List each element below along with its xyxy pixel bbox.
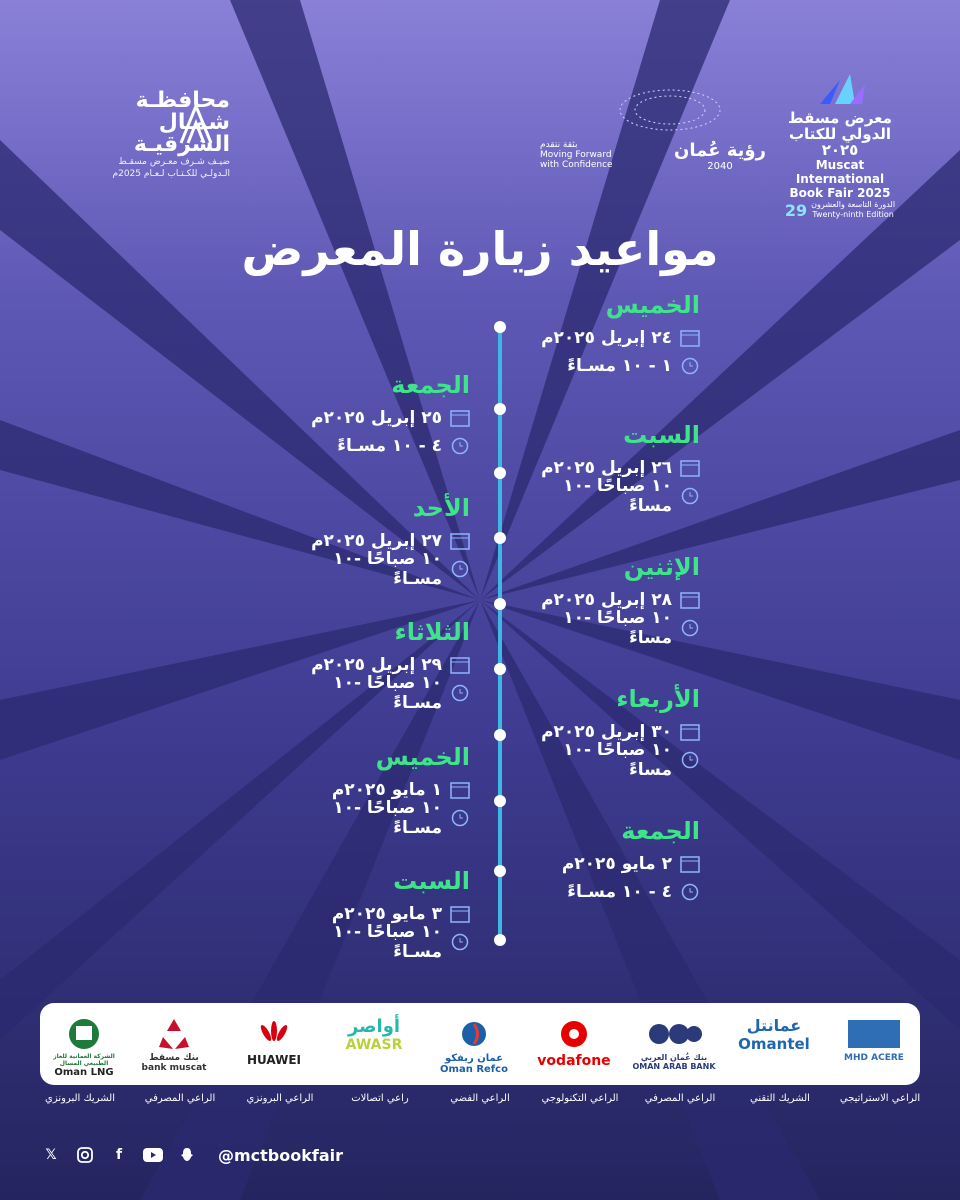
social-footer	[40, 1140, 440, 1170]
oab-logo-icon	[644, 1019, 704, 1049]
sponsor-name: Oman LNG	[54, 1067, 114, 1078]
day-name: الجمعة	[621, 817, 700, 845]
time-text: ١٠ صباحًا -١٠ مساءً	[563, 740, 672, 780]
sponsor-role: الشريك البرونزي	[45, 1093, 115, 1104]
schedule-entry	[520, 290, 700, 380]
logo-left-line2: شمـال الشرقيـة	[133, 110, 230, 157]
huawei-logo-icon	[254, 1019, 294, 1049]
clock-icon	[680, 357, 700, 375]
time-text: ٤ - ١٠ مسـاءً	[567, 882, 672, 902]
calendar-icon	[680, 459, 700, 477]
schedule-entry	[520, 552, 700, 648]
sponsor-name: MHD ACERE	[844, 1053, 904, 1063]
sponsor-logo	[530, 1015, 618, 1069]
day-name: الثلاثاء	[394, 618, 470, 646]
sponsor-sub: بنك عُمان العربي	[640, 1053, 708, 1062]
sponsor-role: الراعي الاستراتيجي	[839, 1093, 921, 1104]
fair-title-ar1: معرض مسقط	[788, 109, 892, 127]
vision-tag-ar: بثقة نتقدم	[540, 140, 578, 150]
timeline-dot	[494, 795, 506, 807]
sponsor-name: Oman Refco	[440, 1064, 508, 1075]
time-text: ١٠ صباحًا -١٠ مسـاءً	[333, 549, 442, 589]
sponsor-name: HUAWEI	[246, 1053, 302, 1067]
date-text: ٣٠ إبريل ٢٠٢٥م	[541, 722, 672, 742]
clock-icon	[450, 684, 470, 702]
timeline-line	[498, 325, 502, 945]
time-text: ١٠ صباحًا -١٠ مسـاءً	[333, 922, 442, 962]
time-text: ١٠ صباحًا -١٠ مسـاءً	[333, 798, 442, 838]
sponsor-role: الشريك التقني	[750, 1093, 810, 1104]
day-name: الجمعة	[391, 371, 470, 399]
snapchat-icon[interactable]	[176, 1144, 198, 1166]
date-text: ٢ مايو ٢٠٢٥م	[561, 854, 672, 874]
sponsor-sub: بنك مسقط	[149, 1053, 199, 1063]
refco-logo-icon	[459, 1019, 489, 1049]
clock-icon	[450, 933, 470, 951]
timeline-dot	[494, 321, 506, 333]
calendar-icon	[680, 329, 700, 347]
vision-swirl-icon	[610, 80, 730, 140]
clock-icon	[680, 751, 700, 769]
edition-en: Twenty-ninth Edition	[812, 210, 894, 219]
day-name: السبت	[623, 421, 700, 449]
day-name: الأحد	[412, 494, 470, 522]
calendar-icon	[680, 723, 700, 741]
sponsor-logo	[230, 1015, 318, 1067]
sponsor-sub: عمانتل	[746, 1015, 802, 1035]
calendar-icon	[680, 855, 700, 873]
schedule-entry	[520, 816, 700, 906]
clock-icon	[680, 487, 700, 505]
logo-left-line4: الـدولـي للكـتـاب لـعـام 2025م	[112, 169, 230, 179]
date-text: ٢٩ إبريل ٢٠٢٥م	[311, 655, 442, 675]
fair-title-en2: Book Fair 2025	[789, 186, 891, 200]
date-text: ٢٥ إبريل ٢٠٢٥م	[311, 408, 442, 428]
date-text: ٢٦ إبريل ٢٠٢٥م	[541, 458, 672, 478]
sponsor-logo	[430, 1015, 518, 1075]
fair-title-ar2: الدولي للكتاب ٢٠٢٥	[788, 125, 892, 159]
sponsor-name: AWASR	[345, 1036, 403, 1053]
instagram-icon[interactable]	[74, 1144, 96, 1166]
time-text: ٤ - ١٠ مسـاءً	[337, 436, 442, 456]
date-text: ١ مايو ٢٠٢٥م	[331, 780, 442, 800]
sponsor-logo	[630, 1015, 718, 1071]
schedule-entry	[520, 420, 700, 516]
date-text: ٣ مايو ٢٠٢٥م	[331, 904, 442, 924]
fair-title-en1: Muscat International	[795, 158, 885, 186]
sponsor-name: vodafone	[537, 1053, 611, 1069]
day-name: الخميس	[375, 743, 470, 771]
timeline-dot	[494, 729, 506, 741]
timeline-dot	[494, 403, 506, 415]
timeline-dot	[494, 865, 506, 877]
date-text: ٢٨ إبريل ٢٠٢٥م	[541, 590, 672, 610]
clock-icon	[450, 437, 470, 455]
schedule-entry	[280, 617, 470, 713]
calendar-icon	[450, 532, 470, 550]
sponsor-role: الراعي الفضي	[450, 1093, 510, 1104]
calendar-icon	[680, 591, 700, 609]
time-text: ١٠ صباحًا -١٠ مساءً	[563, 608, 672, 648]
sponsor-role: الراعي المصرفي	[144, 1093, 216, 1104]
timeline-dot	[494, 532, 506, 544]
edition-ar: الدورة التاسعة والعشرون	[811, 200, 896, 209]
day-name: الأربعاء	[616, 685, 700, 713]
calendar-icon	[450, 656, 470, 674]
time-text: ١ - ١٠ مسـاءً	[567, 356, 672, 376]
time-text: ١٠ صباحًا -١٠ مساءً	[563, 476, 672, 516]
sponsor-sub: الشركة العمانية للغاز الطبيعي المسال	[53, 1053, 115, 1067]
sponsor-sub: عمان ريفكو	[444, 1053, 504, 1064]
sponsor-role: راعي اتصالات	[351, 1093, 409, 1104]
sponsor-logo	[330, 1015, 418, 1053]
book-fair-emblem-icon	[810, 70, 870, 106]
timeline-dot	[494, 663, 506, 675]
sharqiyah-emblem-icon	[176, 98, 216, 148]
day-name: السبت	[393, 867, 470, 895]
sponsor-logo	[130, 1015, 218, 1073]
mhd-logo-icon	[844, 1016, 904, 1052]
schedule-entry	[280, 370, 470, 460]
sponsor-name: Omantel	[738, 1034, 810, 1053]
youtube-icon[interactable]	[142, 1144, 164, 1166]
sponsor-role: الراعي التكنولوجي	[541, 1093, 619, 1104]
header	[0, 30, 960, 220]
oman-lng-logo-icon	[67, 1017, 101, 1051]
vision-title-ar: رؤية عُمان	[674, 140, 766, 161]
facebook-icon[interactable]: f	[115, 1147, 123, 1163]
day-name: الإثنين	[623, 553, 700, 581]
calendar-icon	[450, 409, 470, 427]
sponsor-name: OMAN ARAB BANK	[632, 1062, 716, 1071]
clock-icon	[450, 560, 470, 578]
logo-left-line1: محافظـة	[135, 88, 230, 113]
sponsor-logo	[730, 1015, 818, 1053]
schedule-entry	[280, 866, 470, 962]
timeline-dot	[494, 467, 506, 479]
vision-tag-en1: Moving Forward	[540, 150, 612, 160]
page-title: مواعيد زيارة المعرض	[241, 222, 719, 276]
calendar-icon	[450, 905, 470, 923]
sponsor-name: bank muscat	[141, 1063, 207, 1073]
schedule-entry	[280, 493, 470, 589]
social-handle[interactable]: @mctbookfair	[218, 1145, 344, 1165]
muscat-book-fair-logo	[775, 70, 905, 220]
day-name: الخميس	[605, 291, 700, 319]
schedule-entry	[520, 684, 700, 780]
schedule-entry	[280, 742, 470, 838]
sponsor-logo	[830, 1015, 918, 1063]
sponsor-role: الراعي البرونزي	[246, 1093, 314, 1104]
clock-icon	[680, 883, 700, 901]
x-icon[interactable]: 𝕏	[45, 1147, 57, 1163]
clock-icon	[450, 809, 470, 827]
logo-left-line3: ضيـف شـرف معـرض مسقـط	[118, 157, 230, 167]
edition-number: 29	[784, 200, 808, 220]
time-text: ١٠ صباحًا -١٠ مسـاءً	[333, 673, 442, 713]
vision-year: 2040	[707, 161, 733, 172]
clock-icon	[680, 619, 700, 637]
vision-tag-en2: with Confidence	[540, 160, 613, 170]
sponsor-role: الراعي المصرفي	[644, 1093, 716, 1104]
timeline-dot	[494, 598, 506, 610]
oman-vision-2040-logo	[540, 110, 780, 190]
bank-muscat-logo-icon	[157, 1017, 191, 1051]
calendar-icon	[450, 781, 470, 799]
date-text: ٢٤ إبريل ٢٠٢٥م	[541, 328, 672, 348]
sponsor-logo	[40, 1015, 128, 1078]
sponsors-bar	[40, 1003, 920, 1085]
vodafone-logo-icon	[559, 1019, 589, 1049]
sponsor-sub: أواصر	[347, 1015, 401, 1037]
date-text: ٢٧ إبريل ٢٠٢٥م	[311, 531, 442, 551]
timeline-dot	[494, 934, 506, 946]
